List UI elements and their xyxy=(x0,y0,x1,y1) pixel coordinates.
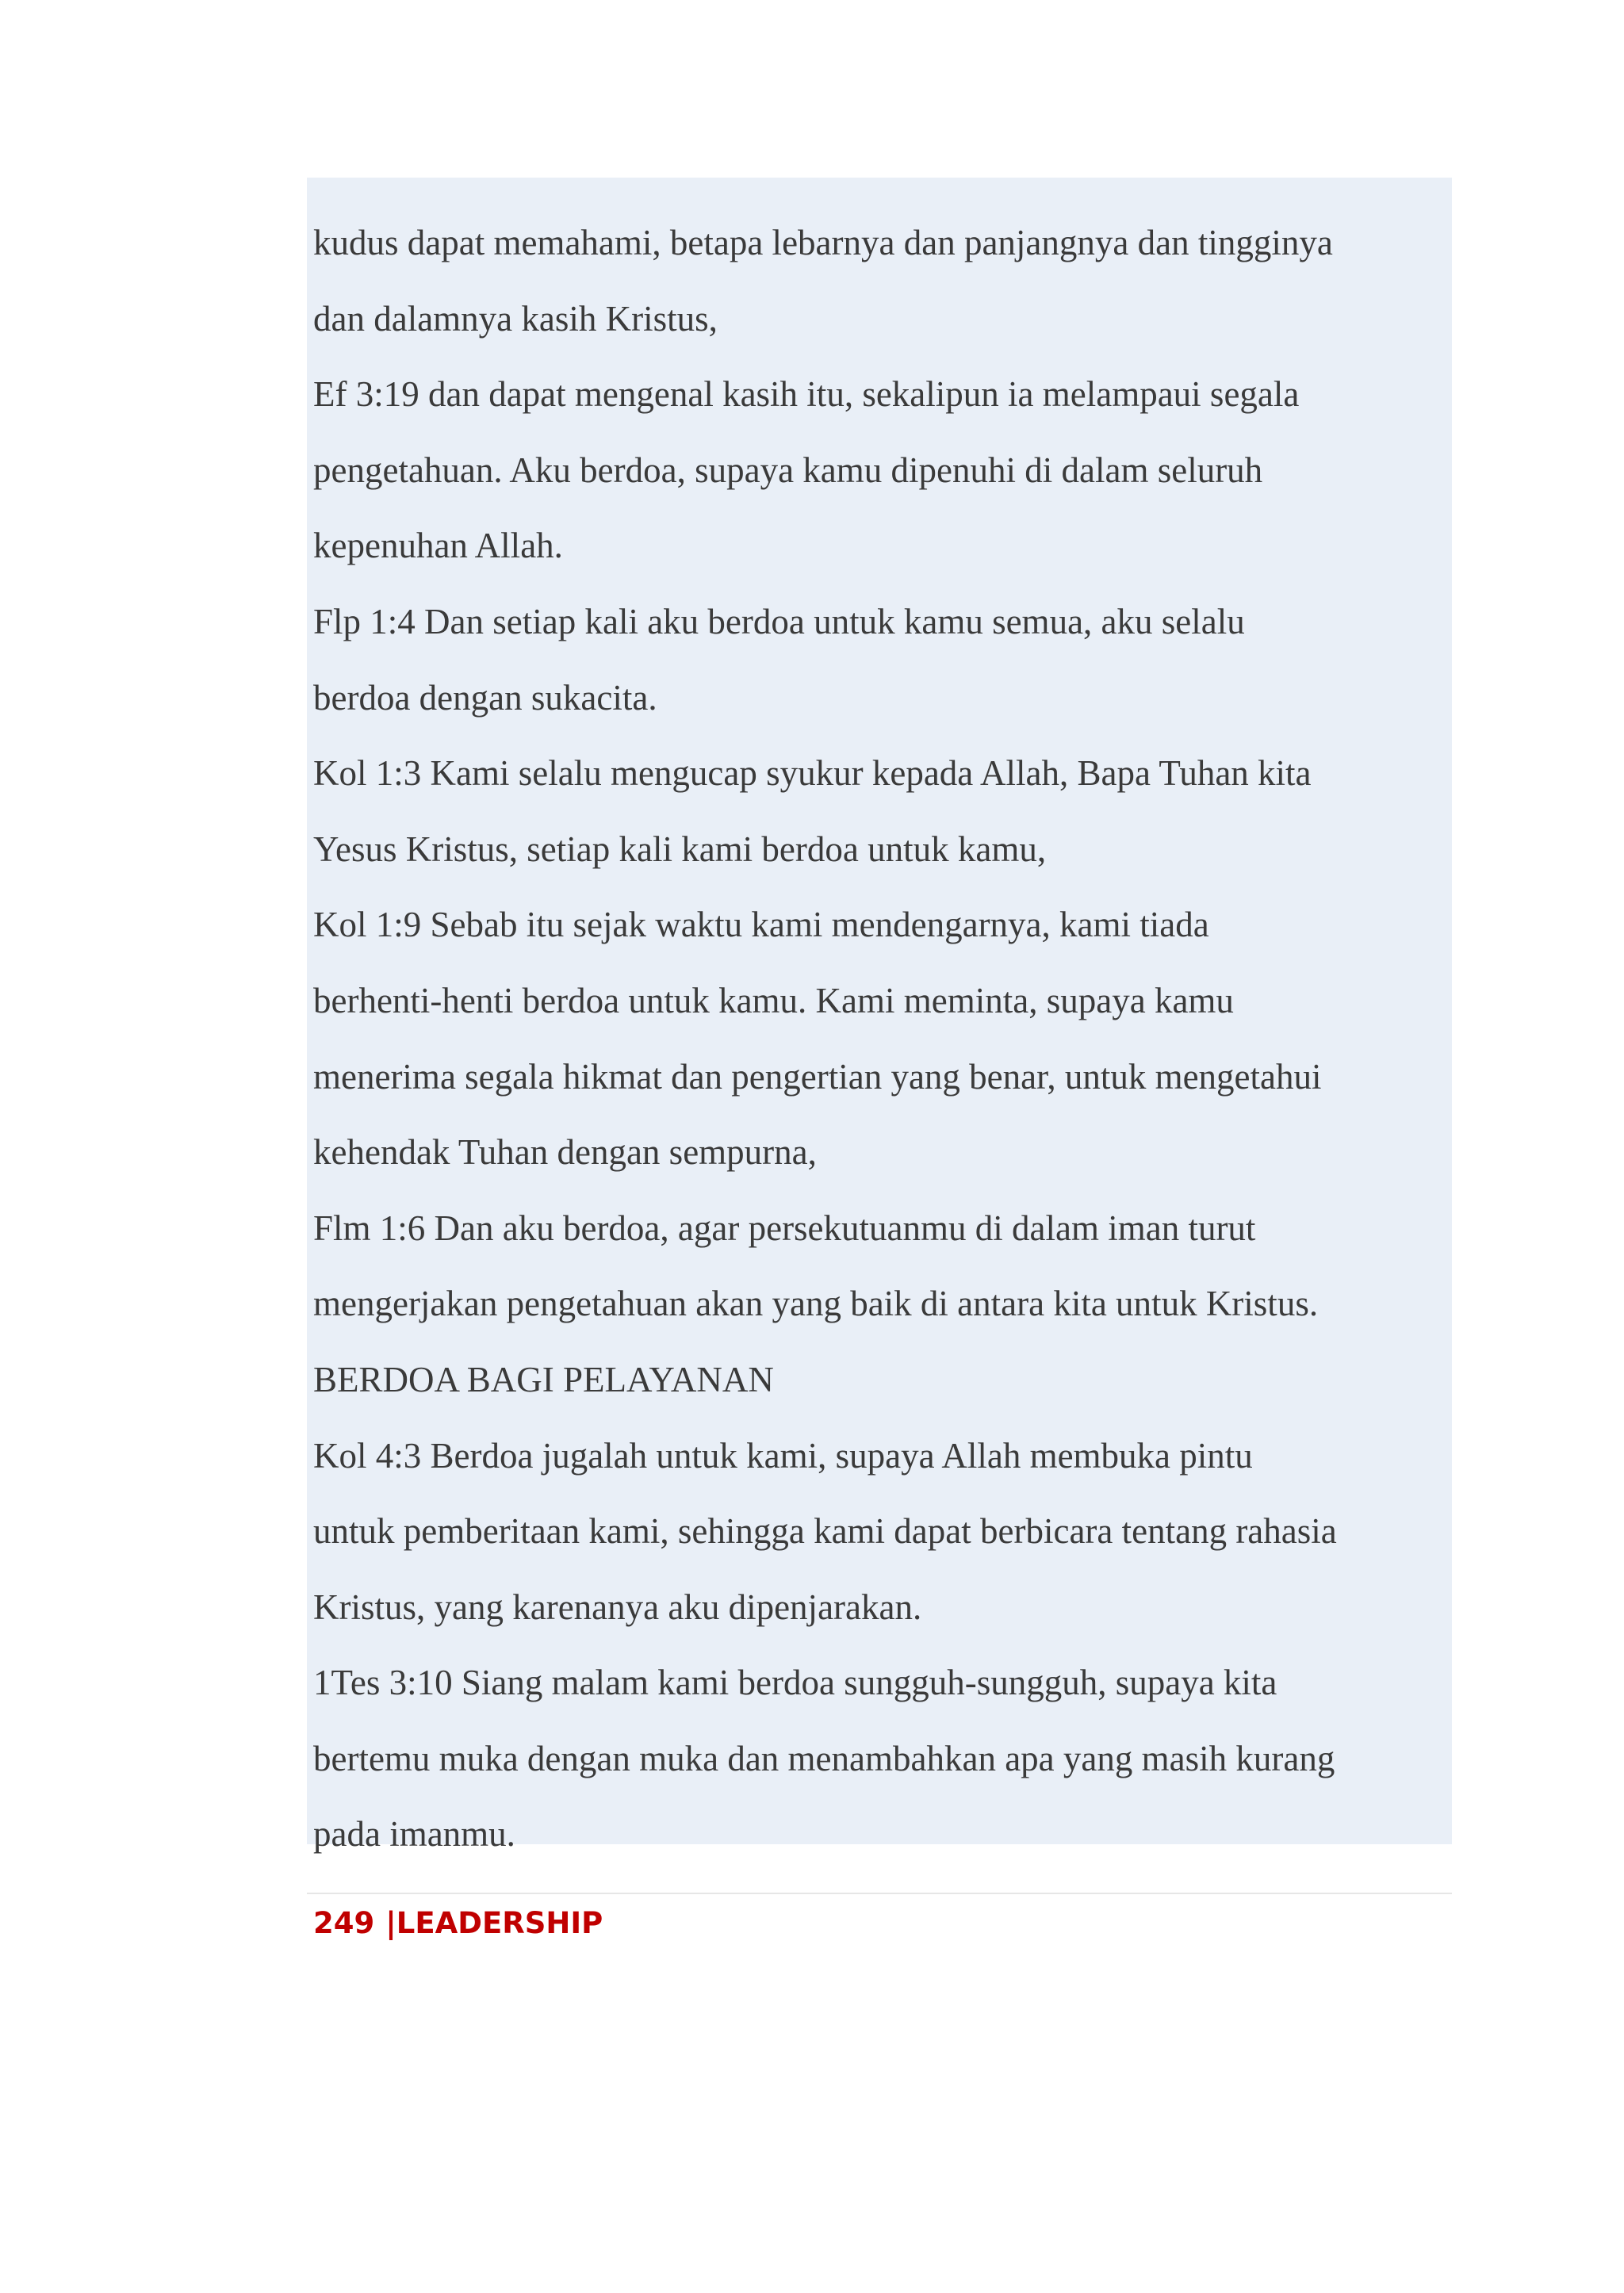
text-line: menerima segala hikmat dan pengertian yang benar, untuk mengetahui xyxy=(313,1056,1322,1097)
page-number: 249 xyxy=(313,1906,375,1940)
text-line: kehendak Tuhan dengan sempurna, xyxy=(313,1132,817,1173)
text-line: Kristus, yang karenanya aku dipenjarakan. xyxy=(313,1587,922,1627)
text-line: Yesus Kristus, setiap kali kami berdoa untuk kamu, xyxy=(313,829,1047,869)
text-line: untuk pemberitaan kami, sehingga kami dapat berbicara tentang rahasia xyxy=(313,1511,1337,1552)
page-footer xyxy=(313,1900,603,1947)
text-line: dan dalamnya kasih Kristus, xyxy=(313,298,718,339)
text-line: 1Tes 3:10 Siang malam kami berdoa sungguh-sungguh, supaya kita xyxy=(313,1663,1277,1703)
text-line: Flm 1:6 Dan aku berdoa, agar persekutuanmu di dalam iman turut xyxy=(313,1208,1256,1248)
text-line: Flp 1:4 Dan setiap kali aku berdoa untuk kamu semua, aku selalu xyxy=(313,601,1245,641)
text-line: Kol 1:9 Sebab itu sejak waktu kami mendengarnya, kami tiada xyxy=(313,905,1209,945)
text-line: Ef 3:19 dan dapat mengenal kasih itu, sekalipun ia melampaui segala xyxy=(313,374,1300,415)
text-line: berhenti-henti berdoa untuk kamu. Kami meminta, supaya kamu xyxy=(313,980,1234,1020)
footer-title: LEADERSHIP xyxy=(396,1906,603,1940)
text-line: Kol 4:3 Berdoa jugalah untuk kami, supaya Allah membuka pintu xyxy=(313,1435,1253,1476)
footer-divider xyxy=(307,1893,1452,1894)
text-line: pada imanmu. xyxy=(313,1814,515,1855)
text-line: kepenuhan Allah. xyxy=(313,526,563,566)
section-heading: BERDOA BAGI PELAYANAN xyxy=(313,1359,774,1399)
text-line: pengetahuan. Aku berdoa, supaya kamu dipenuhi di dalam seluruh xyxy=(313,450,1263,490)
text-line: mengerjakan pengetahuan akan yang baik di antara kita untuk Kristus. xyxy=(313,1284,1319,1324)
footer-separator: | xyxy=(385,1906,396,1940)
highlighted-text-block xyxy=(307,178,1452,1855)
text-line: Kol 1:3 Kami selalu mengucap syukur kepada Allah, Bapa Tuhan kita xyxy=(313,753,1312,794)
text-line: berdoa dengan sukacita. xyxy=(313,677,657,718)
text-line: bertemu muka dengan muka dan menambahkan apa yang masih kurang xyxy=(313,1738,1335,1778)
text-line: kudus dapat memahami, betapa lebarnya dan panjangnya dan tingginya xyxy=(313,223,1333,262)
